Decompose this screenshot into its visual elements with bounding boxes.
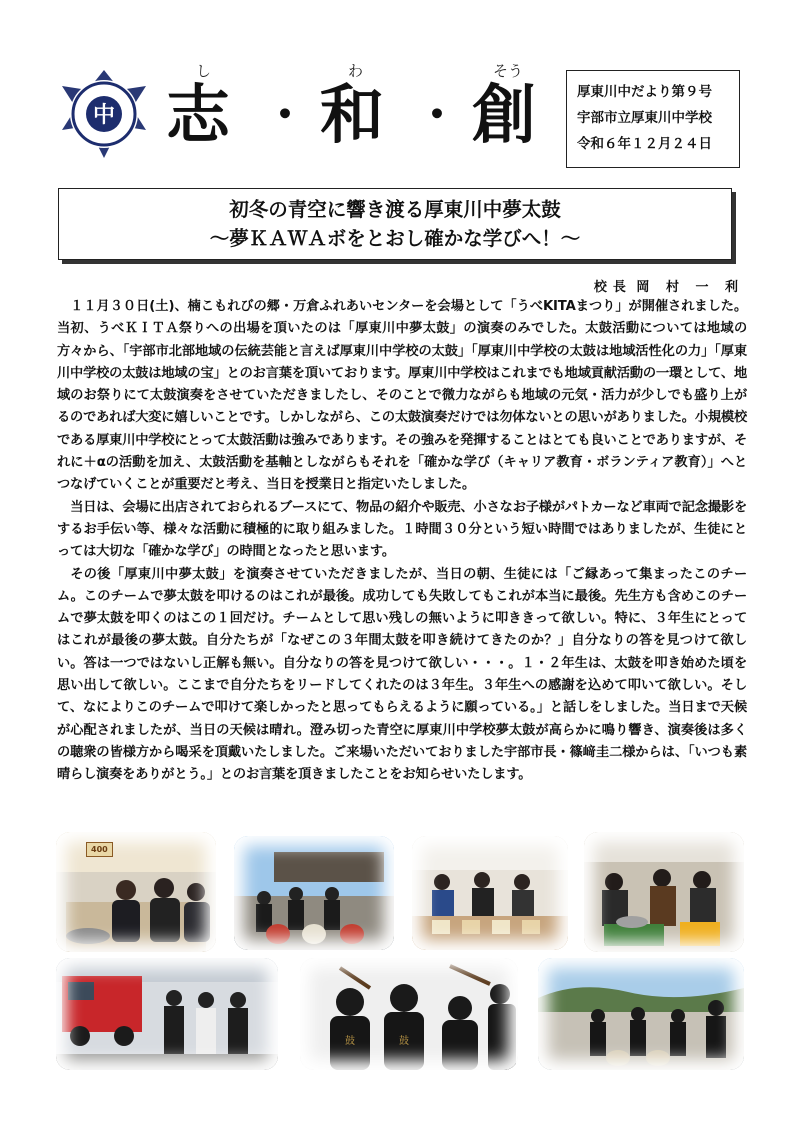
title-char-2: 和 xyxy=(320,78,384,153)
title-char-1: 志 xyxy=(166,78,230,153)
emblem-char: 中 xyxy=(92,103,116,128)
photo-taiko-outdoor xyxy=(234,836,394,950)
title-separator-1: ・ xyxy=(262,88,308,142)
photo-taiko-stage-wide xyxy=(538,958,744,1070)
photo-product-table xyxy=(412,836,568,950)
issue-date: 令和６年１２月２４日 xyxy=(577,136,712,152)
svg-text:鼓: 鼓 xyxy=(399,1036,409,1047)
issue-info-box xyxy=(566,70,740,168)
article-paragraph-3: その後「厚東川中夢太鼓」を演奏させていただきましたが、当日の朝、生徒には「ご縁あって集まったこのチーム。このチームで夢太鼓を叩けるのはこれが最後。成功しても失敗してもこれが本当に最後。先生方も含めこのチームで夢太鼓を叩くのはこの１回だけ。チームとして思い残しの無いように叩ききって欲しい。特に、３年生にとってはこれが最後の夢太鼓。自分たちが「なぜこの３年間太鼓を叩き続けてきたのか？」自分なりの答を見つけて欲しい。答は一つではないし正解も無い。自分なりの答を見つけて欲しい・・・。１・２年生は、太鼓を叩き始めた頃を思い出して欲しい。ここまで自分たちをリードしてくれたのは３年生。３年生への感謝を込めて叩いて欲しい。そして、なによりこのチームで叩けて楽しかったと思ってもらえるように願っている。」と話しをしました。当日まで天候が心配されましたが、当日の天候は晴れ。澄み切った青空に厚東川中学校夢太鼓が高らかに鳴り響き、演奏後は多くの聴衆の皆様方から喝采を頂戴いたしました。ご来場いただいておりました宇部市長・篠﨑圭二様からは、「いつも素晴らし演奏をありがとう。」とのお言葉を頂きましたことをお知らせいたします。 xyxy=(57,566,747,783)
school-name: 宇部市立厚東川中学校 xyxy=(577,110,712,126)
photo-sign: 400 xyxy=(86,842,113,857)
title-ruby-3: そう xyxy=(493,62,524,80)
photo-taiko-performers xyxy=(300,958,518,1070)
svg-text:鼓: 鼓 xyxy=(345,1036,355,1047)
title-ruby-2: わ xyxy=(348,62,364,80)
title-char-3: 創 xyxy=(472,78,536,153)
school-emblem-icon xyxy=(58,68,150,160)
title-ruby-1: し xyxy=(196,62,212,80)
title-separator-2: ・ xyxy=(414,88,460,142)
issue-number: 厚東川中だより第９号 xyxy=(577,84,712,100)
author-role: 校長 xyxy=(593,280,632,295)
photo-food-stall xyxy=(584,832,744,952)
headline-line-1: 初冬の青空に響き渡る厚東川中夢太鼓 xyxy=(229,198,561,221)
headline-line-2: ～夢ＫＡＷＡボをとおし確かな学びへ！～ xyxy=(209,227,581,250)
article-paragraph-1: １１月３０日(土)、楠こもれびの郷・万倉ふれあいセンターを会場として「うべKITAまつり」が開催されました。当初、うべＫＩＴＡ祭りへの出場を頂いたのは「厚東川中夢太鼓」の演奏のみでした。太鼓活動については地域の方々から、「宇部市北部地域の伝統芸能と言えば厚東川中学校の太鼓」「厚東川中学校の太鼓は地域活性化の力」「厚東川中学校の太鼓は地域の宝」とのお言葉を頂いております。厚東川中学校はこれまでも地域貢献活動の一環として、地域のお祭りにて太鼓演奏をさせていただきましたし、そのことで微力ながらも地域の元気・活力が少しでも盛り上がるのであれば大変に嬉しいことです。しかしながら、この太鼓演奏だけでは勿体ないとの思いがありました。小規模校である厚東川中学校にとって太鼓活動は強みであります。その強みを発揮することはとても良いことでありますが、それに＋αの活動を加え、太鼓活動を基軸としながらもそれを「確かな学び（キャリア教育・ボランティア教育）」へとつなげていくことが重要だと考え、当日を授業日と指定いたしました。 xyxy=(57,299,747,493)
author-name: 岡 村 一 利 xyxy=(636,280,744,295)
headline-box xyxy=(58,188,732,260)
article-paragraph-2: 当日は、会場に出店されておられるブースにて、物品の紹介や販売、小さなお子様がパトカーなど車両で記念撮影をするお手伝い等、様々な活動に積極的に取り組みました。１時間３０分という短い時間ではありましたが、生徒にとっては大切な「確かな学び」の時間となったと思います。 xyxy=(57,499,747,560)
photo-fire-truck xyxy=(56,958,278,1070)
author-line xyxy=(560,276,744,295)
photo-booth-students xyxy=(56,832,216,952)
article-body xyxy=(57,296,747,787)
